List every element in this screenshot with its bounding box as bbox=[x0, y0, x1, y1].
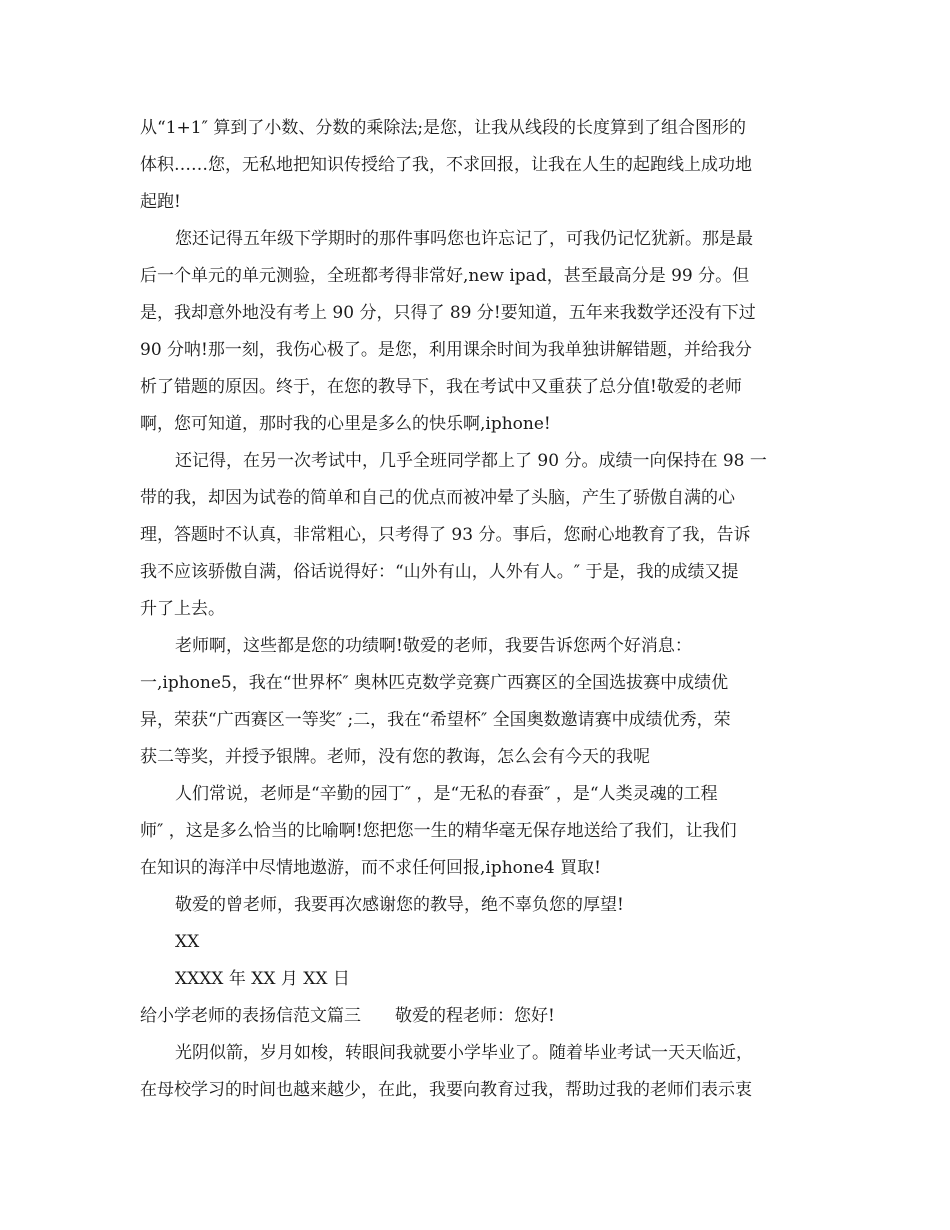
signature-name: XX bbox=[175, 932, 200, 952]
text-line: 啊，您可知道，那时我的心里是多么的快乐啊,iphone! bbox=[140, 414, 551, 434]
text-line: 在知识的海洋中尽情地遨游，而不求任何回报,iphone4 買取! bbox=[140, 858, 601, 878]
text-line: 起跑! bbox=[140, 192, 181, 212]
text-line: 析了错题的原因。终于，在您的教导下，我在考试中又重获了总分值!敬爱的老师 bbox=[140, 377, 742, 397]
text-line: 带的我，却因为试卷的简单和自己的优点而被冲晕了头脑，产生了骄傲自满的心 bbox=[140, 488, 735, 508]
text-line: 在母校学习的时间也越来越少，在此，我要向教育过我，帮助过我的老师们表示衷 bbox=[140, 1080, 752, 1100]
text-line: 我不应该骄傲自满，俗话说得好：“山外有山，人外有人。″ 于是，我的成绩又提 bbox=[140, 562, 739, 582]
text-line: 获二等奖，并授予银牌。老师，没有您的教诲，怎么会有今天的我呢 bbox=[140, 747, 650, 767]
paragraph-start-line: 人们常说，老师是“辛勤的园丁″ ，是“无私的春蚕″ ，是“人类灵魂的工程 bbox=[175, 784, 718, 804]
text-line: 升了上去。 bbox=[140, 599, 225, 619]
text-line: 异，荣获“广西赛区一等奖″ ;二，我在“希望杯″ 全国奥数邀请赛中成绩优秀，荣 bbox=[140, 710, 731, 730]
paragraph-start-line: 老师啊，这些都是您的功绩啊!敬爱的老师，我要告诉您两个好消息： bbox=[175, 636, 692, 656]
text-line: 师″ ，这是多么恰当的比喻啊!您把您一生的精华毫无保存地送给了我们，让我们 bbox=[140, 821, 737, 841]
text-line: 一,iphone5，我在“世界杯″ 奥林匹克数学竞赛广西赛区的全国选拔赛中成绩优 bbox=[140, 673, 729, 693]
signature-date: XXXX 年 XX 月 XX 日 bbox=[175, 969, 350, 989]
text-line: 理，答题时不认真，非常粗心，只考得了 93 分。事后，您耐心地教育了我，告诉 bbox=[140, 525, 751, 545]
text-line: 后一个单元的单元测验，全班都考得非常好,new ipad，甚至最高分是 99 分。但 bbox=[140, 266, 750, 286]
paragraph-start-line: 还记得，在另一次考试中，几乎全班同学都上了 90 分。成绩一向保持在 98 一 bbox=[175, 451, 767, 471]
paragraph-start-line: 您还记得五年级下学期时的那件事吗您也许忘记了，可我仍记忆犹新。那是最 bbox=[175, 229, 753, 249]
text-line: 从“1+1″ 算到了小数、分数的乘除法;是您，让我从线段的长度算到了组合图形的 bbox=[140, 118, 747, 138]
section-heading: 给小学老师的表扬信范文篇三 敬爱的程老师：您好! bbox=[140, 1006, 555, 1026]
paragraph-start-line: 敬爱的曾老师，我要再次感谢您的教导，绝不辜负您的厚望! bbox=[175, 895, 624, 915]
text-line: 体积……您，无私地把知识传授给了我，不求回报，让我在人生的起跑线上成功地 bbox=[140, 155, 752, 175]
text-line: 90 分呐!那一刻，我伤心极了。是您，利用课余时间为我单独讲解错题，并给我分 bbox=[140, 340, 752, 360]
text-line: 是，我却意外地没有考上 90 分，只得了 89 分!要知道，五年来我数学还没有下过 bbox=[140, 303, 756, 323]
paragraph-start-line: 光阴似箭，岁月如梭，转眼间我就要小学毕业了。随着毕业考试一天天临近， bbox=[175, 1043, 753, 1063]
